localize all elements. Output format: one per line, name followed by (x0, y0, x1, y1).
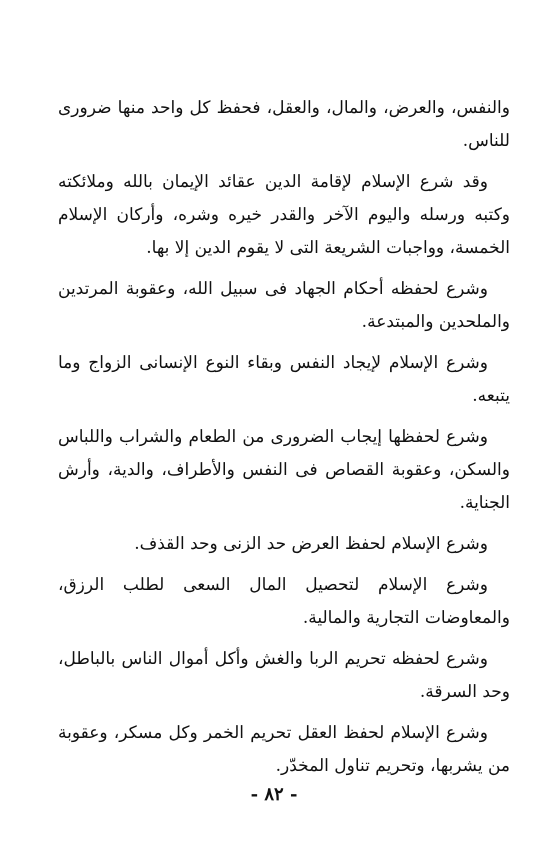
paragraph: وشرع الإسلام لإيجاد النفس وبقاء النوع الإنسانى الزواج وما يتبعه. (58, 353, 510, 406)
paragraph: وشرع الإسلام لحفظ العرض حد الزنى وحد القذف. (134, 534, 488, 554)
page-number: - ٨٢ - (250, 784, 298, 805)
paragraph: وشرع لحفظه أحكام الجهاد فى سبيل الله، وعقوبة المرتدين والملحدين والمبتدعة. (58, 279, 510, 332)
paragraph: وشرع لحفظها إيجاب الضرورى من الطعام والشراب واللباس والسكن، وعقوبة القصاص فى النفس والأطراف، والدية، وأرش الجناية. (58, 427, 510, 513)
paragraph: وقد شرع الإسلام لإقامة الدين عقائد الإيمان بالله وملائكته وكتبه ورسله واليوم الآخر والقدر خيره وشره، وأركان الإسلام الخمسة، وواجبات الشريعة التى لا يقوم الدين إلا بها. (58, 172, 510, 258)
paragraph: وشرع الإسلام لحفظ العقل تحريم الخمر وكل مسكر، وعقوبة من يشربها، وتحريم تناول المخدّر. (58, 723, 510, 776)
paragraph: وشرع لحفظه تحريم الربا والغش وأكل أموال الناس بالباطل، وحد السرقة. (58, 649, 510, 702)
paragraph: والنفس، والعرض، والمال، والعقل، فحفظ كل واحد منها ضرورى للناس. (58, 98, 510, 151)
page-body-text (58, 92, 510, 791)
paragraph: وشرع الإسلام لتحصيل المال السعى لطلب الرزق، والمعاوضات التجارية والمالية. (58, 575, 510, 628)
